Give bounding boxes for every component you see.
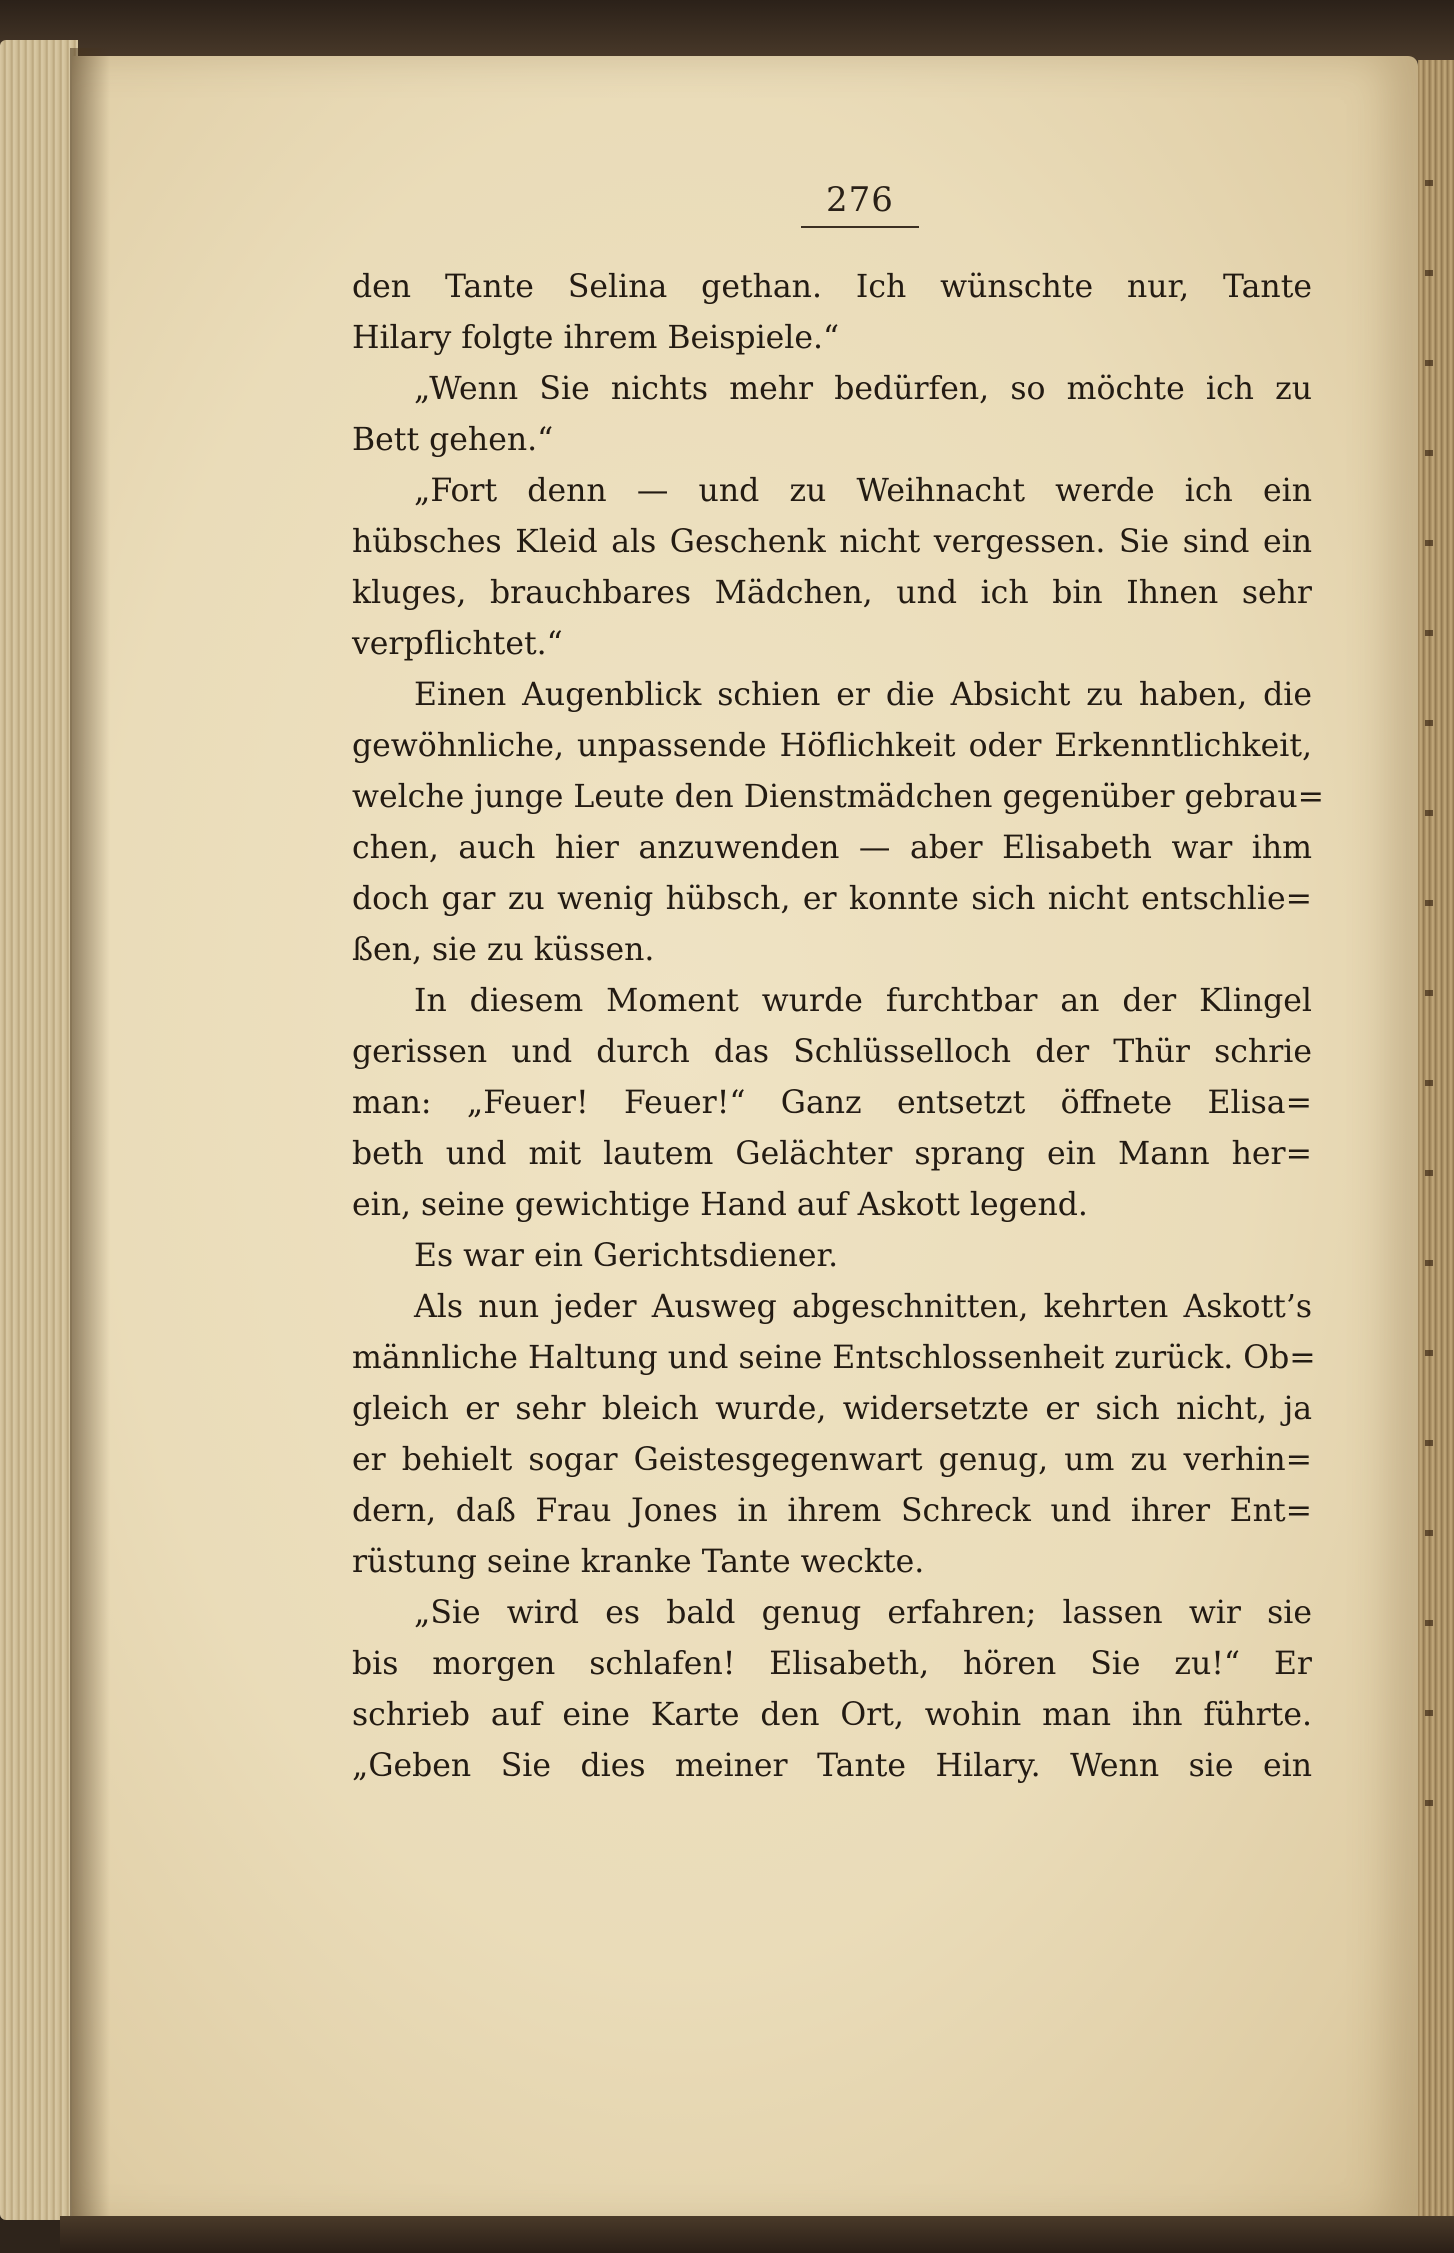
gutter-shadow: [70, 48, 110, 2218]
text-line: Bett gehen.“: [352, 422, 554, 458]
text-line: männliche Haltung und seine Entschlossenheit zurück. Ob=: [352, 1340, 1316, 1376]
text-line: „Fort denn — und zu Weihnacht werde ich ein: [414, 473, 1312, 509]
page-stack-left: [0, 40, 78, 2220]
text-line: gleich er sehr bleich wurde, widersetzte er sich nicht, ja: [352, 1391, 1312, 1427]
text-line: rüstung seine kranke Tante weckte.: [352, 1544, 925, 1580]
text-line: In diesem Moment wurde furchtbar an der Klingel: [414, 983, 1312, 1019]
text-line: den Tante Selina gethan. Ich wünschte nur, Tante: [352, 269, 1312, 305]
page-header: [800, 180, 920, 228]
text-line: doch gar zu wenig hübsch, er konnte sich nicht entschlie=: [352, 881, 1312, 917]
text-line: ßen, sie zu küssen.: [352, 932, 655, 968]
edge-marks: [1425, 180, 1433, 1880]
book-fore-edge: [1418, 60, 1454, 2240]
page-number: 276: [826, 180, 894, 220]
text-line: ein, seine gewichtige Hand auf Askott legend.: [352, 1187, 1088, 1223]
text-line: man: „Feuer! Feuer!“ Ganz entsetzt öffnete Elisa=: [352, 1085, 1312, 1121]
body-text: [352, 262, 1325, 1792]
text-line: bis morgen schlafen! Elisabeth, hören Sie zu!“ Er: [352, 1646, 1312, 1682]
text-line: Es war ein Gerichtsdiener.: [414, 1238, 839, 1274]
text-line: beth und mit lautem Gelächter sprang ein Mann her=: [352, 1136, 1312, 1172]
header-rule: [801, 226, 919, 228]
text-line: „Sie wird es bald genug erfahren; lassen wir sie: [414, 1595, 1312, 1631]
text-line: kluges, brauchbares Mädchen, und ich bin Ihnen sehr: [352, 575, 1312, 611]
text-line: „Wenn Sie nichts mehr bedürfen, so möchte ich zu: [414, 371, 1312, 407]
text-line: chen, auch hier anzuwenden — aber Elisabeth war ihm: [352, 830, 1312, 866]
book-top-edge: [0, 0, 1454, 62]
book-bottom-edge: [60, 2216, 1454, 2253]
text-line: verpflichtet.“: [352, 626, 563, 662]
text-line: Als nun jeder Ausweg abgeschnitten, kehrten Askott’s: [414, 1289, 1312, 1325]
text-line: gerissen und durch das Schlüsselloch der Thür schrie: [352, 1034, 1312, 1070]
text-line: hübsches Kleid als Geschenk nicht vergessen. Sie sind ein: [352, 524, 1312, 560]
text-line: Einen Augenblick schien er die Absicht zu haben, die: [414, 677, 1312, 713]
text-line: er behielt sogar Geistesgegenwart genug, um zu verhin=: [352, 1442, 1312, 1478]
text-line: welche junge Leute den Dienstmädchen gegenüber gebrau=: [352, 779, 1325, 815]
text-line: dern, daß Frau Jones in ihrem Schreck und ihrer Ent=: [352, 1493, 1312, 1529]
text-line: Hilary folgte ihrem Beispiele.“: [352, 320, 840, 356]
text-line: schrieb auf eine Karte den Ort, wohin man ihn führte.: [352, 1697, 1312, 1733]
text-line: „Geben Sie dies meiner Tante Hilary. Wenn sie ein: [352, 1748, 1312, 1784]
text-line: gewöhnliche, unpassende Höflichkeit oder Erkenntlichkeit,: [352, 728, 1312, 764]
